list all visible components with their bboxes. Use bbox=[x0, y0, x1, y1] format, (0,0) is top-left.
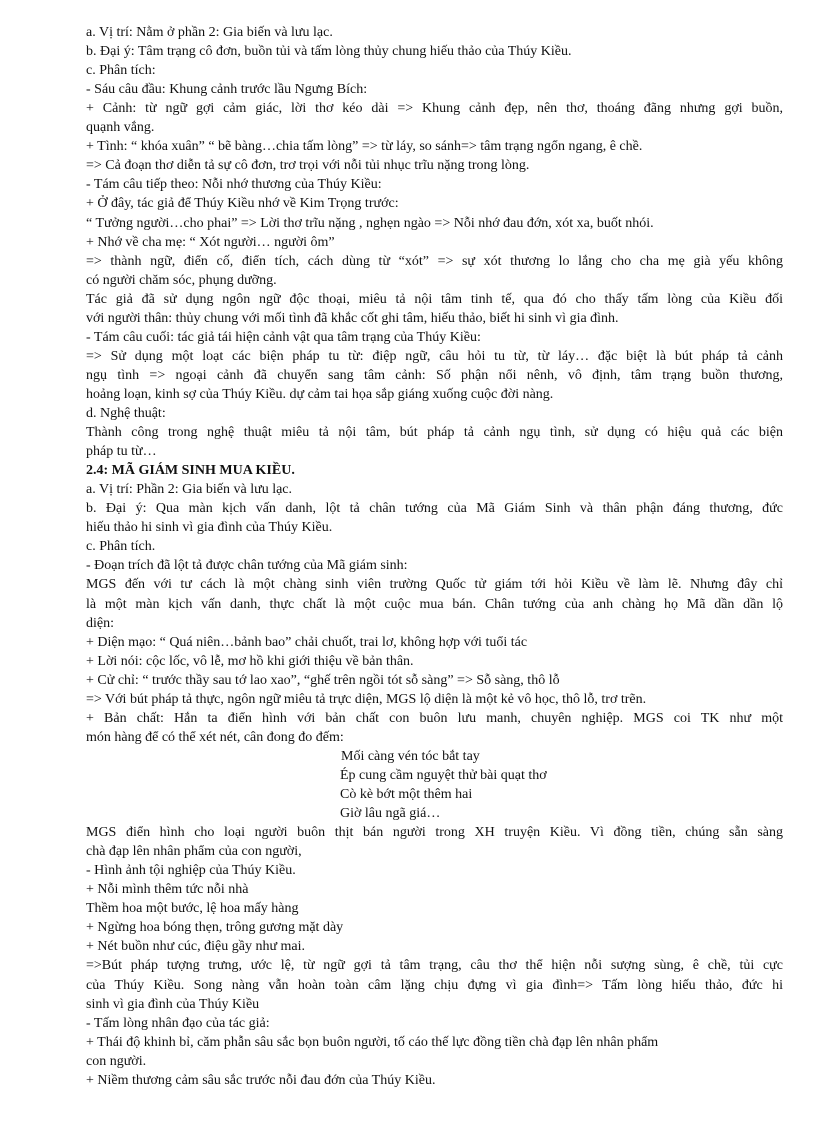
text-line: c. Phân tích. bbox=[86, 539, 156, 554]
text-line: “ Tưởng người…cho phai” => Lời thơ trĩu nặng , nghẹn ngào => Nỗi nhớ đau đớn, xót xa, buốt nhói. bbox=[86, 216, 654, 231]
section-heading: 2.4: MÃ GIÁM SINH MUA KIỀU. bbox=[86, 463, 295, 478]
text-line: + Cảnh: từ ngữ gợi cảm giác, lời thơ kéo dài => Khung cảnh đẹp, nên thơ, thoáng đãng nhưng gợi buồn, bbox=[86, 101, 783, 116]
text-line: Thềm hoa một bước, lệ hoa mấy hàng bbox=[86, 901, 299, 916]
text-line: + Thái độ khinh bỉ, căm phẫn sâu sắc bọn buôn người, tố cáo thế lực đồng tiền chà đạp lên nhân phẩm bbox=[86, 1035, 659, 1050]
text-line: + Ngừng hoa bóng thẹn, trông gương mặt dày bbox=[86, 920, 344, 935]
text-line: - Tám câu tiếp theo: Nỗi nhớ thương của Thúy Kiều: bbox=[86, 177, 382, 192]
text-line: + Nhớ về cha mẹ: “ Xót người… người ôm” bbox=[86, 235, 335, 250]
text-line: => Cả đoạn thơ diễn tả sự cô đơn, trơ trọi với nỗi tủi nhục trĩu nặng trong lòng. bbox=[86, 158, 530, 173]
text-line: + Cử chỉ: “ trước thầy sau tớ lao xao”, “ghế trên ngồi tót sỗ sàng” => Sỗ sàng, thô lỗ bbox=[86, 673, 560, 688]
text-line: quạnh vắng. bbox=[86, 120, 155, 135]
poem-line: Ép cung cầm nguyệt thử bài quạt thơ bbox=[340, 768, 547, 783]
text-line: + Lời nói: cộc lốc, vô lễ, mơ hồ khi giới thiệu về bản thân. bbox=[86, 654, 414, 669]
text-line: d. Nghệ thuật: bbox=[86, 406, 166, 421]
text-line: ngụ tình => ngoại cảnh đã chuyển sang tâm cảnh: Số phận nổi nênh, vô định, tâm trạng buồn thương, bbox=[86, 368, 783, 383]
text-line: + Niềm thương cảm sâu sắc trước nỗi đau đớn của Thúy Kiều. bbox=[86, 1073, 436, 1088]
text-line: => thành ngữ, điển cố, điển tích, cách dùng từ “xót” => sự xót thương lo lắng cho cha mẹ già yếu không bbox=[86, 254, 783, 269]
text-line: + Bản chất: Hắn ta điển hình với bản chất con buôn lưu manh, chuyên nghiệp. MGS coi TK như một bbox=[86, 711, 783, 726]
poem-line: Mối càng vén tóc bắt tay bbox=[341, 749, 480, 764]
text-line: + Tình: “ khóa xuân” “ bẽ bàng…chia tấm lòng” => từ láy, so sánh=> tâm trạng ngổn ngang, ê chề. bbox=[86, 139, 643, 154]
text-line: món hàng để có thể xét nét, cân đong đo đếm: bbox=[86, 730, 344, 745]
text-line: - Tám câu cuối: tác giả tái hiện cảnh vật qua tâm trạng của Thúy Kiều: bbox=[86, 330, 481, 345]
text-line: pháp tu từ… bbox=[86, 444, 157, 459]
text-line: Tác giả đã sử dụng ngôn ngữ độc thoại, miêu tả nội tâm tinh tế, qua đó cho thấy tấm lòng của Kiều đối bbox=[86, 292, 783, 307]
text-line: + Nét buồn như cúc, điệu gầy như mai. bbox=[86, 939, 306, 954]
poem-line: Cò kè bớt một thêm hai bbox=[340, 787, 473, 802]
text-line: - Sáu câu đầu: Khung cảnh trước lầu Ngưng Bích: bbox=[86, 82, 368, 97]
text-line: => Sử dụng một loạt các biện pháp tu từ: điệp ngữ, câu hỏi tu từ, từ láy… đặc biệt là bút pháp tả cảnh bbox=[86, 349, 783, 364]
text-line: c. Phân tích: bbox=[86, 63, 156, 78]
text-line: chà đạp lên nhân phẩm của con người, bbox=[86, 844, 302, 859]
text-line: của Thúy Kiều. Song nàng vẫn hoàn toàn câm lặng chịu đựng vì gia đình=> Tấm lòng hiếu thảo, đức hi bbox=[86, 978, 783, 993]
text-line: + Ở đây, tác giả để Thúy Kiều nhớ về Kim Trọng trước: bbox=[86, 196, 399, 211]
text-line: =>Bút pháp tượng trưng, ước lệ, từ ngữ gợi tả tâm trạng, câu thơ thể hiện nỗi sượng sùng, ê chề, tủi cực bbox=[86, 958, 783, 973]
text-line: hoảng loạn, kinh sợ của Thúy Kiều. dự cảm tai họa sắp giáng xuống cuộc đời nàng. bbox=[86, 387, 554, 402]
text-line: là một màn kịch vấn danh, thực chất là một cuộc mua bán. Chân tướng của anh chàng họ Mã dần dần lộ bbox=[86, 597, 783, 612]
text-line: a. Vị trí: Phần 2: Gia biến và lưu lạc. bbox=[86, 482, 293, 497]
text-line: diện: bbox=[86, 616, 114, 631]
text-line: - Đoạn trích đã lột tả được chân tướng của Mã giám sinh: bbox=[86, 558, 408, 573]
text-line: Thành công trong nghệ thuật miêu tả nội tâm, bút pháp tả cảnh ngụ tình, sử dụng có hiệu quả các biện bbox=[86, 425, 783, 440]
text-line: b. Đại ý: Tâm trạng cô đơn, buồn tủi và tấm lòng thủy chung hiếu thảo của Thúy Kiều. bbox=[86, 44, 572, 59]
text-line: a. Vị trí: Nằm ở phần 2: Gia biến và lưu lạc. bbox=[86, 25, 333, 40]
poem-line: Giờ lâu ngã giá… bbox=[340, 806, 441, 821]
text-line: - Hình ảnh tội nghiệp của Thúy Kiều. bbox=[86, 863, 296, 878]
text-line: MGS đến với tư cách là một chàng sinh viên trường Quốc tử giám tới hỏi Kiều về làm lẽ. Nhưng đây chỉ bbox=[86, 577, 783, 592]
text-line: - Tấm lòng nhân đạo của tác giả: bbox=[86, 1016, 270, 1031]
text-line: con người. bbox=[86, 1054, 147, 1069]
text-line: => Với bút pháp tả thực, ngôn ngữ miêu tả trực diện, MGS lộ diện là một kẻ vô học, thô lỗ, trơ trẽn. bbox=[86, 692, 647, 707]
text-line: b. Đại ý: Qua màn kịch vấn danh, lột tả chân tướng của Mã Giám Sinh và thân phận đáng thương, đức bbox=[86, 501, 783, 516]
text-line: MGS điển hình cho loại người buôn thịt bán người trong XH truyện Kiều. Vì đồng tiền, chúng sẵn sàng bbox=[86, 825, 783, 840]
text-line: có người chăm sóc, phụng dưỡng. bbox=[86, 273, 277, 288]
text-line: + Nỗi mình thêm tức nỗi nhà bbox=[86, 882, 249, 897]
text-line: + Diện mạo: “ Quá niên…bảnh bao” chải chuốt, trai lơ, không hợp với tuổi tác bbox=[86, 635, 528, 650]
text-line: hiếu thảo hi sinh vì gia đình của Thúy Kiều. bbox=[86, 520, 333, 535]
text-line: với người thân: thủy chung với mối tình đã khắc cốt ghi tâm, hiếu thảo, biết hi sinh vì gia đình. bbox=[86, 311, 619, 326]
text-line: sinh vì gia đình của Thúy Kiều bbox=[86, 997, 260, 1012]
